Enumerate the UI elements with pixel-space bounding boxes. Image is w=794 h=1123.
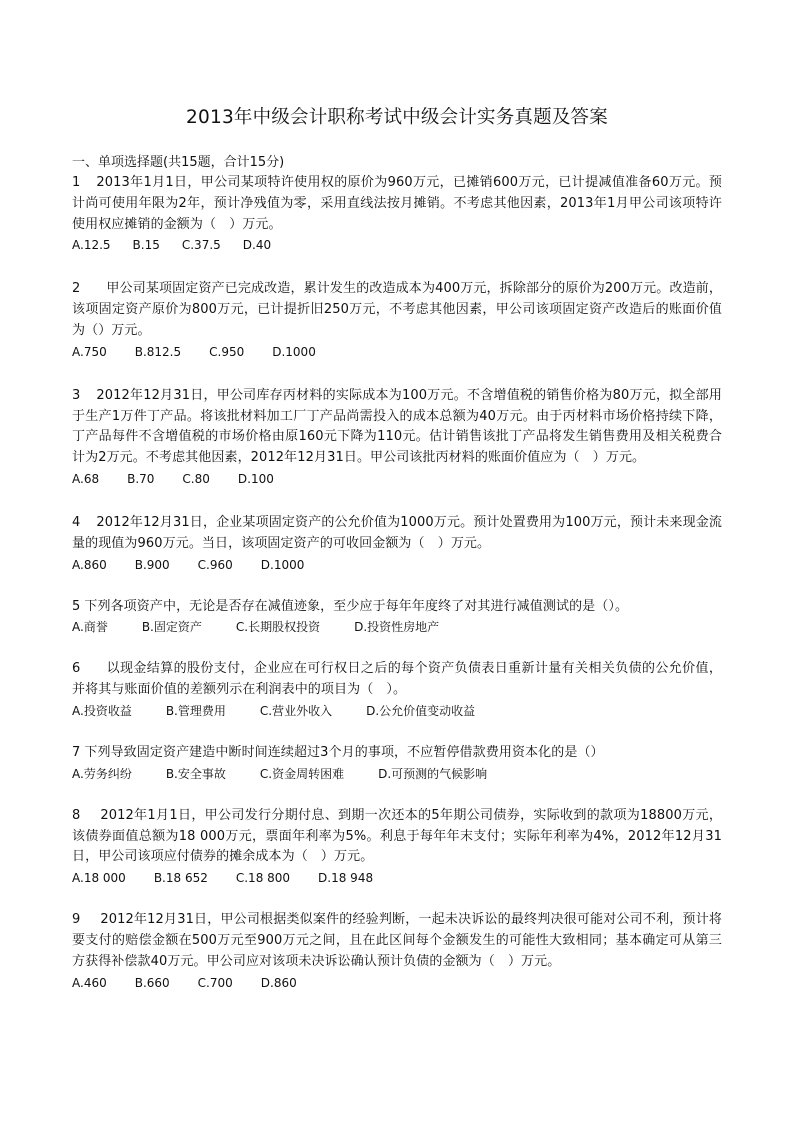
question-text: 下列各项资产中，无论是否存在减值迹象，至少应于每年年度终了对其进行减值测试的是（）。 <box>84 598 629 614</box>
option-a: A.劳务纠纷 <box>72 766 132 781</box>
question-9 <box>72 910 722 992</box>
question-4 <box>72 513 722 575</box>
option-d: D.40 <box>242 238 272 253</box>
question-2 <box>72 279 722 361</box>
question-3 <box>72 386 722 489</box>
option-c: C.37.5 <box>181 238 221 253</box>
question-text: 甲公司某项固定资产已完成改造，累计发生的改造成本为400万元，拆除部分的原价为200万元。改造前，该项固定资产原价为800万元，已计提折旧250万元，不考虑其他因素，甲公司该项固定资产改造后的账面价值为（）万元。 <box>72 281 722 338</box>
section-heading: 一、单项选择题(共15题，合计15分) <box>72 155 285 170</box>
option-b: B.900 <box>134 557 170 572</box>
question-options <box>72 764 722 784</box>
option-d: D.860 <box>260 975 297 990</box>
option-a: A.投资收益 <box>72 703 132 718</box>
option-d: D.18 948 <box>318 871 374 886</box>
option-b: B.660 <box>134 975 170 990</box>
option-d: D.投资性房地产 <box>354 620 440 635</box>
question-stem <box>72 659 722 701</box>
question-number: 1 <box>72 175 81 190</box>
question-stem <box>72 173 722 235</box>
option-c: C.80 <box>182 471 210 486</box>
option-a: A.460 <box>72 975 107 990</box>
document-page <box>72 104 722 993</box>
question-1 <box>72 173 722 255</box>
option-b: B.安全事故 <box>165 766 226 781</box>
question-number: 7 <box>72 744 81 760</box>
question-text: 2012年12月31日，甲公司根据类似案件的经验判断，一起未决诉讼的最终判决很可能对公司不利，预计将要支付的赔偿金额在500万元至900万元之间，且在此区间每个金额发生的可能性大致相同；基本确定可从第三方获得补偿款40万元。甲公司应对该项未决诉讼确认预计负债的金额为（ ）万元。 <box>72 912 722 969</box>
question-text: 2012年1月1日，甲公司发行分期付息、到期一次还本的5年期公司债券，实际收到的款项为18800万元，该债券面值总额为18 000万元，票面年利率为5%。利息于每年年末支付；实际年利率为4%，2012年12月31日，甲公司该项应付债券的摊余成本为（ ）万元。 <box>72 807 722 865</box>
option-d: D.可预测的气候影响 <box>378 766 488 781</box>
option-d: D.100 <box>237 471 274 486</box>
option-d: D.公允价值变动收益 <box>366 703 476 718</box>
option-c: C.700 <box>197 975 233 990</box>
option-b: B.固定资产 <box>141 620 202 635</box>
question-number: 5 <box>72 598 81 614</box>
question-number: 9 <box>72 912 81 928</box>
question-stem <box>72 743 722 764</box>
option-b: B.管理费用 <box>165 703 226 718</box>
document-title: 2013年中级会计职称考试中级会计实务真题及答案 <box>186 107 608 128</box>
option-b: B.15 <box>132 238 160 253</box>
option-a: A.18 000 <box>72 871 126 886</box>
question-number: 3 <box>72 387 81 403</box>
option-d: D.1000 <box>260 557 305 572</box>
option-c: C.资金周转困难 <box>259 766 345 781</box>
question-stem <box>72 910 722 972</box>
option-c: C.950 <box>209 344 245 359</box>
option-c: C.18 800 <box>235 871 291 886</box>
question-5 <box>72 597 722 638</box>
question-options <box>72 555 722 575</box>
question-options <box>72 973 722 993</box>
question-stem <box>72 806 722 868</box>
question-stem <box>72 386 722 469</box>
question-options <box>72 868 722 888</box>
question-number: 6 <box>72 661 81 677</box>
question-text: 2013年1月1日，甲公司某项特许使用权的原价为960万元，已摊销600万元，已计提减值准备60万元。预计尚可使用年限为2年，预计净残值为零，采用直线法按月摊销。不考虑其他因素，2013年1月甲公司该项特许使用权应摊销的金额为（ ）万元。 <box>72 175 722 232</box>
question-options <box>72 342 722 362</box>
question-text: 下列导致固定资产建造中断时间连续超过3个月的事项，不应暂停借款费用资本化的是（） <box>84 744 604 760</box>
question-options <box>72 469 722 489</box>
option-a: A.商誉 <box>72 620 108 635</box>
question-8 <box>72 806 722 888</box>
question-7 <box>72 743 722 784</box>
question-stem <box>72 597 722 618</box>
question-options <box>72 617 722 637</box>
option-a: A.860 <box>72 557 107 572</box>
option-c: C.营业外收入 <box>259 703 333 718</box>
option-b: B.18 652 <box>153 871 208 886</box>
question-stem <box>72 279 722 341</box>
option-b: B.812.5 <box>134 344 182 359</box>
question-options <box>72 235 722 255</box>
option-a: A.750 <box>72 344 107 359</box>
question-number: 4 <box>72 514 81 530</box>
question-number: 8 <box>72 807 81 823</box>
option-c: C.长期股权投资 <box>235 620 321 635</box>
option-b: B.70 <box>127 471 155 486</box>
option-d: D.1000 <box>272 344 316 359</box>
question-stem <box>72 513 722 555</box>
question-number: 2 <box>72 281 81 297</box>
option-a: A.68 <box>72 471 100 486</box>
question-6 <box>72 659 722 721</box>
option-c: C.960 <box>197 557 233 572</box>
question-options <box>72 701 722 721</box>
question-text: 以现金结算的股份支付，企业应在可行权日之后的每个资产负债表日重新计量有关相关负债的公允价值，并将其与账面价值的差额列示在利润表中的项目为（ ）。 <box>72 661 722 698</box>
option-a: A.12.5 <box>72 238 111 253</box>
question-text: 2012年12月31日，企业某项固定资产的公允价值为1000万元。预计处置费用为100万元，预计未来现金流量的现值为960万元。当日，该项固定资产的可收回金额为（ ）万元。 <box>72 514 722 551</box>
question-text: 2012年12月31日，甲公司库存丙材料的实际成本为100万元。不含增值税的销售价格为80万元，拟全部用于生产1万件丁产品。将该批材料加工厂丁产品尚需投入的成本总额为40万元。由于丙材料市场价格持续下降，丁产品每件不含增值税的市场价格由原160元下降为110元。估计销售该批丁产品将发生销售费用及相关税费合计为2万元。不考虑其他因素，2012年12月31日。甲公司该批丙材料的账面价值应为（ ）万元。 <box>72 387 722 466</box>
